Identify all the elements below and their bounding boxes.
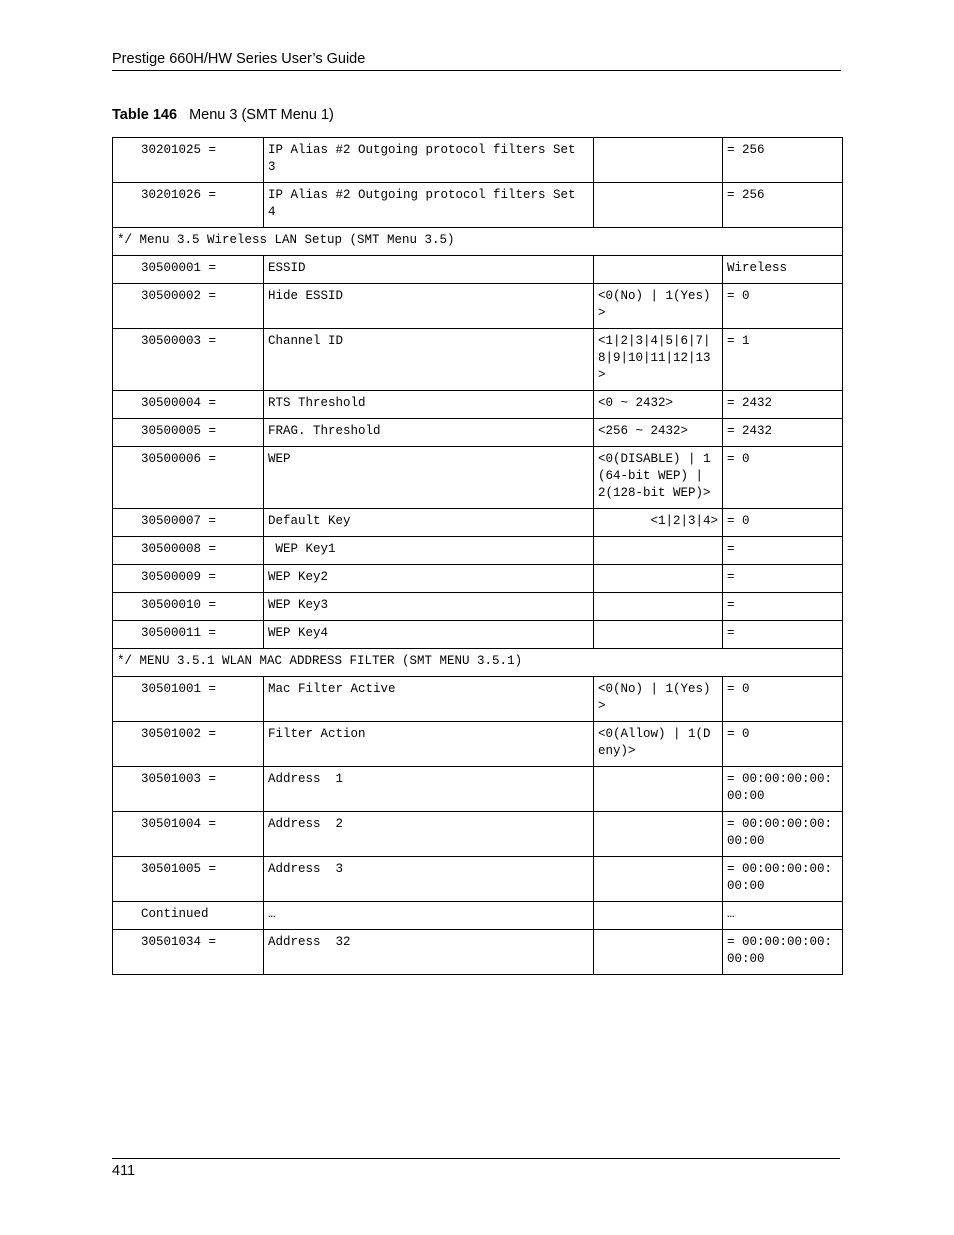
parameter-range (594, 857, 723, 902)
table-row (113, 537, 843, 565)
parameter-name: IP Alias #2 Outgoing protocol filters Set 4 (264, 183, 594, 228)
table-row (113, 565, 843, 593)
parameter-code: 30501005 = (113, 857, 264, 902)
parameter-code: 30501004 = (113, 812, 264, 857)
parameter-name: WEP Key2 (264, 565, 594, 593)
parameter-value: = 0 (723, 677, 843, 722)
parameter-code: Continued (113, 902, 264, 930)
table-row (113, 509, 843, 537)
parameter-code: 30500003 = (113, 329, 264, 391)
parameter-value: = (723, 621, 843, 649)
table-row (113, 183, 843, 228)
parameter-code: 30201025 = (113, 138, 264, 183)
parameter-code: 30501001 = (113, 677, 264, 722)
table-row (113, 138, 843, 183)
parameter-range (594, 537, 723, 565)
parameter-code: 30500010 = (113, 593, 264, 621)
table-caption-label: Table 146 (112, 107, 178, 123)
page-footer (112, 1158, 840, 1179)
parameter-range: <0(DISABLE) | 1(64-bit WEP) | 2(128-bit WEP)> (594, 447, 723, 509)
parameter-value: = 00:00:00:00:00:00 (723, 930, 843, 975)
parameter-value: … (723, 902, 843, 930)
parameter-code: 30500007 = (113, 509, 264, 537)
running-header: Prestige 660H/HW Series User’s Guide (112, 51, 841, 71)
parameter-name: WEP Key1 (264, 537, 594, 565)
parameter-name: Channel ID (264, 329, 594, 391)
parameter-code: 30500001 = (113, 256, 264, 284)
parameter-code: 30500002 = (113, 284, 264, 329)
parameter-name: Hide ESSID (264, 284, 594, 329)
table-row (113, 391, 843, 419)
parameter-code: 30201026 = (113, 183, 264, 228)
parameter-value: = 2432 (723, 391, 843, 419)
section-heading: */ MENU 3.5.1 WLAN MAC ADDRESS FILTER (SMT MENU 3.5.1) (113, 649, 843, 677)
parameter-code: 30500011 = (113, 621, 264, 649)
parameter-name: Address 1 (264, 767, 594, 812)
parameter-name: Address 3 (264, 857, 594, 902)
parameter-range (594, 930, 723, 975)
parameter-range (594, 812, 723, 857)
parameter-value: = (723, 565, 843, 593)
parameter-value: = 00:00:00:00:00:00 (723, 812, 843, 857)
section-row (113, 649, 843, 677)
section-heading: */ Menu 3.5 Wireless LAN Setup (SMT Menu 3.5) (113, 228, 843, 256)
parameter-value: = 0 (723, 284, 843, 329)
parameter-range (594, 183, 723, 228)
parameter-name: Address 2 (264, 812, 594, 857)
parameter-value: = 1 (723, 329, 843, 391)
parameter-code: 30500006 = (113, 447, 264, 509)
table-caption (112, 107, 334, 123)
parameter-code: 30501034 = (113, 930, 264, 975)
table-row (113, 902, 843, 930)
parameter-code: 30500005 = (113, 419, 264, 447)
parameter-code: 30501003 = (113, 767, 264, 812)
parameter-range (594, 767, 723, 812)
table-row (113, 767, 843, 812)
parameter-value: = 256 (723, 183, 843, 228)
parameter-name: Filter Action (264, 722, 594, 767)
parameter-range (594, 256, 723, 284)
parameter-range (594, 621, 723, 649)
parameter-range (594, 565, 723, 593)
table-row (113, 930, 843, 975)
table-row (113, 722, 843, 767)
parameter-range: <1|2|3|4> (594, 509, 723, 537)
parameter-value: = 0 (723, 509, 843, 537)
parameter-range: <1|2|3|4|5|6|7|8|9|10|11|12|13> (594, 329, 723, 391)
parameter-range (594, 593, 723, 621)
parameter-name: Address 32 (264, 930, 594, 975)
parameter-code: 30500008 = (113, 537, 264, 565)
table-row (113, 593, 843, 621)
parameter-code: 30501002 = (113, 722, 264, 767)
parameter-name: … (264, 902, 594, 930)
parameter-code: 30500009 = (113, 565, 264, 593)
parameter-value: = (723, 537, 843, 565)
table-body (113, 138, 843, 975)
table-row (113, 621, 843, 649)
parameter-range (594, 138, 723, 183)
table-row (113, 284, 843, 329)
parameter-name: WEP Key4 (264, 621, 594, 649)
parameter-name: Mac Filter Active (264, 677, 594, 722)
parameter-value: = 0 (723, 722, 843, 767)
page-number: 411 (112, 1163, 136, 1179)
parameter-value: = 0 (723, 447, 843, 509)
parameter-range: <0(No) | 1(Yes)> (594, 284, 723, 329)
parameter-name: RTS Threshold (264, 391, 594, 419)
section-row (113, 228, 843, 256)
parameter-range: <0(No) | 1(Yes)> (594, 677, 723, 722)
parameter-name: FRAG. Threshold (264, 419, 594, 447)
parameter-range: <0(Allow) | 1(Deny)> (594, 722, 723, 767)
table-row (113, 812, 843, 857)
table-row (113, 677, 843, 722)
table-row (113, 857, 843, 902)
smt-parameter-table (112, 137, 843, 975)
parameter-name: WEP (264, 447, 594, 509)
parameter-value: = (723, 593, 843, 621)
parameter-range: <0 ~ 2432> (594, 391, 723, 419)
parameter-value: = 00:00:00:00:00:00 (723, 767, 843, 812)
parameter-name: Default Key (264, 509, 594, 537)
parameter-name: WEP Key3 (264, 593, 594, 621)
table-row (113, 256, 843, 284)
table-caption-text: Menu 3 (SMT Menu 1) (189, 107, 334, 123)
parameter-code: 30500004 = (113, 391, 264, 419)
parameter-value: Wireless (723, 256, 843, 284)
parameter-value: = 2432 (723, 419, 843, 447)
table-row (113, 447, 843, 509)
table-row (113, 329, 843, 391)
parameter-range (594, 902, 723, 930)
parameter-name: IP Alias #2 Outgoing protocol filters Set 3 (264, 138, 594, 183)
parameter-name: ESSID (264, 256, 594, 284)
parameter-value: = 00:00:00:00:00:00 (723, 857, 843, 902)
table-row (113, 419, 843, 447)
parameter-value: = 256 (723, 138, 843, 183)
parameter-range: <256 ~ 2432> (594, 419, 723, 447)
